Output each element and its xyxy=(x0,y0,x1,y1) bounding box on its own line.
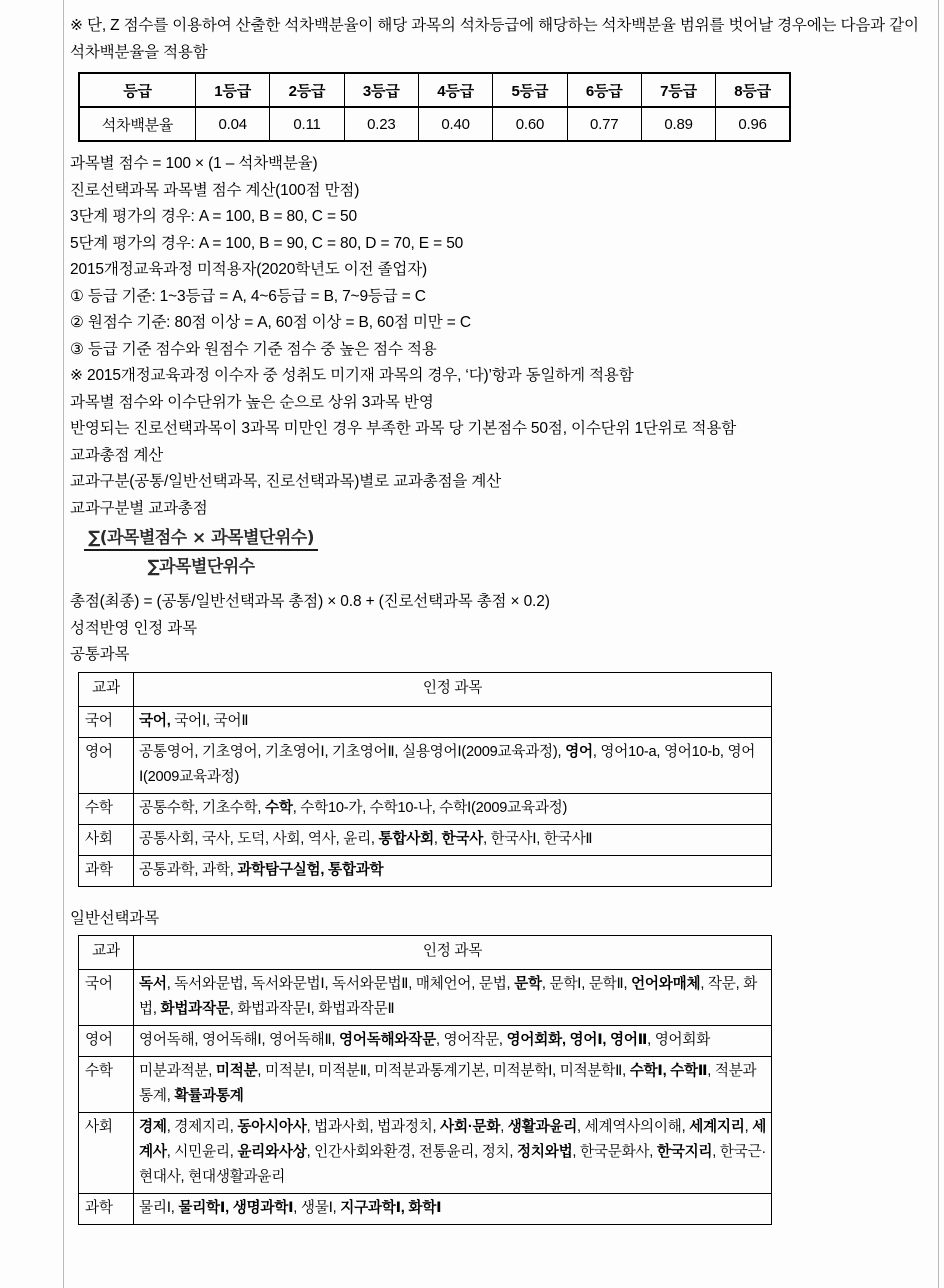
percentile-cell: 0.04 xyxy=(196,107,270,141)
table-row xyxy=(79,1026,772,1057)
spacer xyxy=(70,581,928,589)
formula-denominator: ∑과목별단위수 xyxy=(147,557,255,577)
table-row xyxy=(79,737,772,793)
grade-header-cell: 4등급 xyxy=(418,73,492,107)
grade-header-cell: 5등급 xyxy=(493,73,567,107)
grade-table-header-label: 등급 xyxy=(79,73,196,107)
body-line: 2015개정교육과정 미적용자(2020학년도 이전 졸업자) xyxy=(70,261,428,278)
row-subjects: 경제, 경제지리, 동아시아사, 법과사회, 법과정치, 사회·문화, 생활과윤리, 세계역사의이해, 세계지리, 세계사, 시민윤리, 윤리와사상, 인간사회와환경, 전통윤리, 정치, 정치와법, 한국문화사, 한국지리, 한국근·현대사, 현대생활과윤리 xyxy=(134,1113,772,1194)
body-line: 교과구분(공통/일반선택과목, 진로선택과목)별로 교과총점을 계산 xyxy=(70,473,502,490)
body-line: 과목별 점수와 이수단위가 높은 순으로 상위 3과목 반영 xyxy=(70,393,434,411)
row-subjects: 공통영어, 기초영어, 기초영어Ⅰ, 기초영어Ⅱ, 실용영어Ⅰ(2009교육과정), 영어, 영어10-a, 영어10-b, 영어Ⅰ(2009교육과정) xyxy=(134,737,772,793)
row-category: 과학 xyxy=(79,855,134,886)
body-line: ① 등급 기준: 1~3등급 = A, 4~6등급 = B, 7~9등급 = C xyxy=(70,287,426,305)
grade-header-cell: 8등급 xyxy=(716,73,790,107)
row-subjects: 공통과학, 과학, 과학탐구실험, 통합과학 xyxy=(134,855,772,886)
grade-percentile-table xyxy=(78,72,791,142)
table-row xyxy=(79,824,772,855)
grade-table-header-row xyxy=(79,73,790,107)
row-category: 영어 xyxy=(79,737,134,793)
body-line: 반영되는 진로선택과목이 3과목 미만인 경우 부족한 과목 당 기본점수 50점, 이수단위 1단위로 적용함 xyxy=(70,420,737,437)
body-line: 5단계 평가의 경우: A = 100, B = 90, C = 80, D = 70, E = 50 xyxy=(70,234,464,252)
table-row xyxy=(79,855,772,886)
body-line: 교과총점 계산 xyxy=(70,446,164,464)
grade-table-row-label: 석차백분율 xyxy=(79,107,196,141)
grade-header-cell: 1등급 xyxy=(196,73,270,107)
row-category: 사회 xyxy=(79,824,134,855)
row-category: 국어 xyxy=(79,706,134,737)
column-header-subjects: 인정 과목 xyxy=(134,936,772,970)
row-subjects: 영어독해, 영어독해Ⅰ, 영어독해Ⅱ, 영어독해와작문, 영어작문, 영어회화, 영어Ⅰ, 영어Ⅱ, 영어회화 xyxy=(134,1026,772,1057)
grade-header-cell: 6등급 xyxy=(567,73,641,107)
body-line: 교과구분별 교과총점 xyxy=(70,499,208,517)
column-header-category: 교과 xyxy=(79,672,134,706)
row-subjects: 미분과적분, 미적분, 미적분Ⅰ, 미적분Ⅱ, 미적분과통계기본, 미적분학Ⅰ, 미적분학Ⅱ, 수학Ⅰ, 수학Ⅱ, 적분과통계, 확률과통계 xyxy=(134,1057,772,1113)
grade-header-cell: 2등급 xyxy=(270,73,344,107)
common-subject-heading: 공통과목 xyxy=(70,646,130,663)
body-line: ② 원점수 기준: 80점 이상 = A, 60점 이상 = B, 60점 미만 = C xyxy=(70,314,471,331)
row-category: 과학 xyxy=(79,1194,134,1225)
body-line: 3단계 평가의 경우: A = 100, B = 80, C = 50 xyxy=(70,208,357,225)
column-header-subjects: 인정 과목 xyxy=(134,672,772,706)
grade-header-cell: 3등급 xyxy=(344,73,418,107)
row-category: 영어 xyxy=(79,1026,134,1057)
column-header-category: 교과 xyxy=(79,936,134,970)
body-line: ③ 등급 기준 점수와 원점수 기준 점수 중 높은 점수 적용 xyxy=(70,340,437,358)
table-row xyxy=(79,1057,772,1113)
row-subjects: 물리Ⅰ, 물리학Ⅰ, 생명과학Ⅰ, 생물Ⅰ, 지구과학Ⅰ, 화학Ⅰ xyxy=(134,1194,772,1225)
row-subjects: 국어, 국어Ⅰ, 국어Ⅱ xyxy=(134,706,772,737)
percentile-cell: 0.89 xyxy=(641,107,715,141)
table-header-row xyxy=(79,672,772,706)
table-row xyxy=(79,970,772,1026)
percentile-cell: 0.11 xyxy=(270,107,344,141)
document-content xyxy=(64,0,938,1225)
percentile-cell: 0.60 xyxy=(493,107,567,141)
row-category: 국어 xyxy=(79,970,134,1026)
page-right-rule xyxy=(938,0,939,1288)
row-category: 사회 xyxy=(79,1113,134,1194)
percentile-cell: 0.40 xyxy=(418,107,492,141)
table-row xyxy=(79,1113,772,1194)
table-row xyxy=(79,1194,772,1225)
row-category: 수학 xyxy=(79,793,134,824)
formula-numerator: ∑(과목별점수 × 과목별단위수) xyxy=(88,528,314,548)
table-row xyxy=(79,706,772,737)
percentile-cell: 0.23 xyxy=(344,107,418,141)
body-line: 총점(최종) = (공통/일반선택과목 총점) × 0.8 + (진로선택과목 총점 × 0.2) xyxy=(70,593,550,610)
subject-total-formula xyxy=(84,523,318,577)
grade-table-value-row xyxy=(79,107,790,141)
body-line: ※ 2015개정교육과정 이수자 중 성취도 미기재 과목의 경우, ‘다)’항과 동일하게 적용함 xyxy=(70,367,634,384)
note-paragraph: ※ 단, Z 점수를 이용하여 산출한 석차백분율이 해당 과목의 석차등급에 해당하는 석차백분율 범위를 벗어날 경우에는 다음과 같이 석차백분율을 적용함 xyxy=(70,17,919,61)
common-subject-table xyxy=(78,672,772,887)
percentile-cell: 0.77 xyxy=(567,107,641,141)
body-line: 과목별 점수 = 100 × (1 – 석차백분율) xyxy=(70,155,318,172)
percentile-cell: 0.96 xyxy=(716,107,790,141)
row-subjects: 공통사회, 국사, 도덕, 사회, 역사, 윤리, 통합사회, 한국사, 한국사Ⅰ, 한국사Ⅱ xyxy=(134,824,772,855)
row-subjects: 공통수학, 기초수학, 수학, 수학10-가, 수학10-나, 수학Ⅰ(2009교육과정) xyxy=(134,793,772,824)
elective-subject-table xyxy=(78,935,772,1225)
body-line: 진로선택과목 과목별 점수 계산(100점 만점) xyxy=(70,181,360,199)
table-row xyxy=(79,793,772,824)
grade-header-cell: 7등급 xyxy=(641,73,715,107)
table-header-row xyxy=(79,936,772,970)
body-line: 성적반영 인정 과목 xyxy=(70,619,197,637)
elective-subject-heading: 일반선택과목 xyxy=(70,909,159,927)
row-subjects: 독서, 독서와문법, 독서와문법Ⅰ, 독서와문법Ⅱ, 매체언어, 문법, 문학, 문학Ⅰ, 문학Ⅱ, 언어와매체, 작문, 화법, 화법과작문, 화법과작문Ⅰ, 화법과작문Ⅱ xyxy=(134,970,772,1026)
spacer xyxy=(70,887,928,906)
row-category: 수학 xyxy=(79,1057,134,1113)
